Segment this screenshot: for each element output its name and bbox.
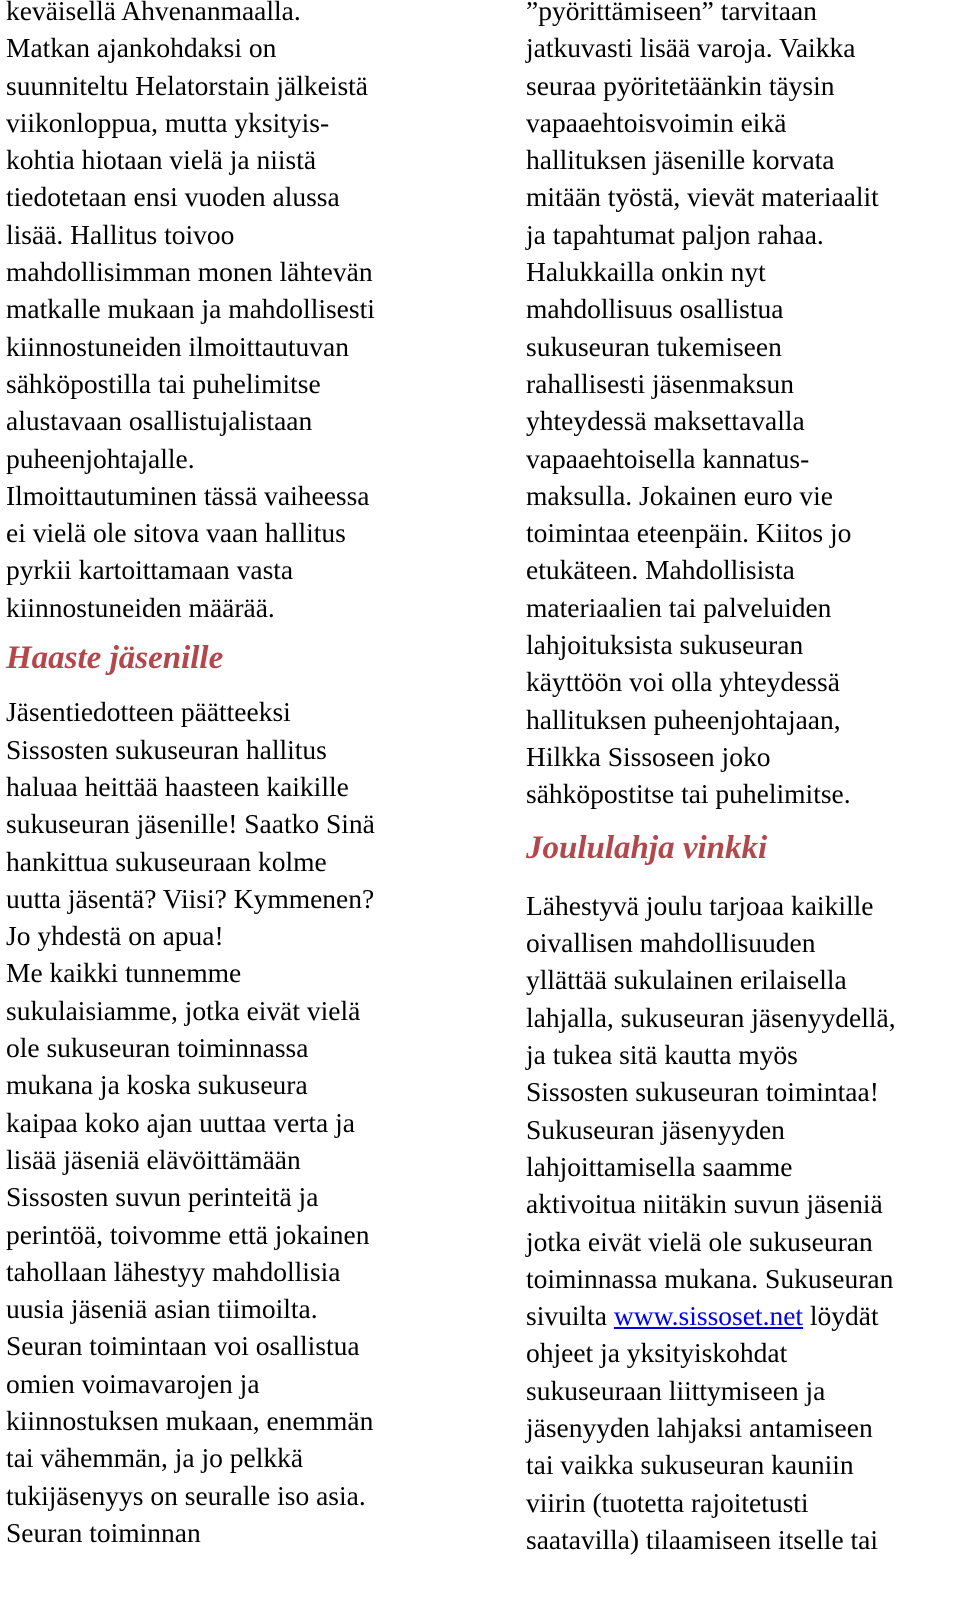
text-line: kiinnostuneiden ilmoittautuvan xyxy=(6,330,349,362)
text-line: lisää jäseniä elävöittämään xyxy=(6,1143,301,1175)
text-line: käyttöön voi olla yhteydessä xyxy=(526,666,840,698)
right-paragraph-funding xyxy=(526,0,960,813)
spacer xyxy=(6,677,476,693)
text-line: hankittua sukuseuraan kolme xyxy=(6,845,327,877)
heading-joululahja-vinkki: Joululahja vinkki xyxy=(526,829,768,866)
text-line: lisää. Hallitus toivoo xyxy=(6,218,235,250)
left-paragraph-trip xyxy=(6,0,476,626)
text-line: etukäteen. Mahdollisista xyxy=(526,554,795,586)
text-line: yllättää sukulainen erilaisella xyxy=(526,964,847,996)
text-line: Jo yhdestä on apua! xyxy=(6,920,224,952)
right-paragraph-gift-continued xyxy=(526,1334,960,1558)
text-line: Me kaikki tunnemme xyxy=(6,957,242,989)
spacer xyxy=(526,867,960,887)
text-line: suunniteltu Helatorstain jälkeistä xyxy=(6,69,368,101)
spacer xyxy=(6,626,476,640)
text-line: viirin (tuotetta rajoitetusti xyxy=(526,1486,809,1518)
text-line: ja tukea sitä kautta myös xyxy=(526,1039,798,1071)
text-line: kiinnostuksen mukaan, enemmän xyxy=(6,1404,374,1436)
text-line: kaipaa koko ajan uuttaa verta ja xyxy=(6,1106,355,1138)
text-line: Halukkailla onkin nyt xyxy=(526,256,766,288)
text-line: omien voimavarojen ja xyxy=(6,1367,260,1399)
text-line: mahdollisimman monen lähtevän xyxy=(6,256,373,288)
sissoset-website-link[interactable]: www.sissoset.net xyxy=(613,1300,804,1332)
text-line: Hilkka Sissoseen joko xyxy=(526,740,771,772)
text-line: uutta jäsentä? Viisi? Kymmenen? xyxy=(6,882,375,914)
text-line: lahjoituksista sukuseuran xyxy=(526,629,804,661)
text-line: toiminnassa mukana. Sukuseuran xyxy=(526,1262,894,1294)
text-line: Lähestyvä joulu tarjoaa kaikille xyxy=(526,889,874,921)
text-line: vapaaehtoisvoimin eikä xyxy=(526,106,787,138)
text-line: mahdollisuus osallistua xyxy=(526,293,784,325)
spacer xyxy=(526,813,960,830)
left-column xyxy=(6,0,476,1551)
text-line: seuraa pyöritetäänkin täysin xyxy=(526,69,835,101)
text-line: tukijäsenyys on seuralle iso asia. xyxy=(6,1479,366,1511)
text-line: matkalle mukaan ja mahdollisesti xyxy=(6,293,375,325)
text-line: rahallisesti jäsenmaksun xyxy=(526,367,795,399)
heading-haaste-jasenille: Haaste jäsenille xyxy=(6,640,224,677)
text-line: puheenjohtajalle. xyxy=(6,442,195,474)
link-line xyxy=(526,1297,960,1334)
text-line: Ilmoittautuminen tässä vaiheessa xyxy=(6,479,370,511)
text-line: Seuran toiminnan xyxy=(6,1516,201,1548)
text-line: mitään työstä, vievät materiaalit xyxy=(526,181,879,213)
text-line: saatavilla) tilaamiseen itselle tai xyxy=(526,1523,879,1555)
text-line: hallituksen jäsenille korvata xyxy=(526,144,835,176)
text-line: keväisellä Ahvenanmaalla. xyxy=(6,0,301,26)
text-line: ole sukuseuran toiminnassa xyxy=(6,1032,309,1064)
text-line: ”pyörittämiseen” tarvitaan xyxy=(526,0,817,26)
text-line: perintöä, toivomme että jokainen xyxy=(6,1218,370,1250)
text-line: Sissosten sukuseuran hallitus xyxy=(6,733,327,765)
text-line: Sukuseuran jäsenyyden xyxy=(526,1113,785,1145)
link-line-prefix: sivuilta xyxy=(526,1300,614,1332)
text-line: alustavaan osallistujalistaan xyxy=(6,405,313,437)
text-line: mukana ja koska sukuseura xyxy=(6,1069,308,1101)
text-line: hallituksen puheenjohtajaan, xyxy=(526,703,841,735)
text-line: ja tapahtumat paljon rahaa. xyxy=(526,218,824,250)
text-line: tai vaikka sukuseuran kauniin xyxy=(526,1449,854,1481)
text-line: lahjoittamisella saamme xyxy=(526,1150,793,1182)
text-line: yhteydessä maksettavalla xyxy=(526,405,805,437)
text-line: jotka eivät vielä ole sukuseuran xyxy=(526,1225,873,1257)
text-line: Matkan ajankohdaksi on xyxy=(6,32,277,64)
link-line-suffix: löydät xyxy=(803,1300,879,1332)
text-line: sukuseuraan liittymiseen ja xyxy=(526,1374,826,1406)
text-line: jatkuvasti lisää varoja. Vaikka xyxy=(526,32,856,64)
left-paragraph-challenge xyxy=(6,693,476,1551)
text-line: maksulla. Jokainen euro vie xyxy=(526,479,833,511)
text-line: Jäsentiedotteen päätteeksi xyxy=(6,696,291,728)
text-line: lahjalla, sukuseuran jäsenyydellä, xyxy=(526,1001,896,1033)
text-line: pyrkii kartoittamaan vasta xyxy=(6,554,294,586)
text-line: toimintaa eteenpäin. Kiitos jo xyxy=(526,517,852,549)
text-line: Seuran toimintaan voi osallistua xyxy=(6,1330,360,1362)
text-line: uusia jäseniä asian tiimoilta. xyxy=(6,1293,318,1325)
text-line: aktivoitua niitäkin suvun jäseniä xyxy=(526,1188,883,1220)
text-line: tahollaan lähestyy mahdollisia xyxy=(6,1255,341,1287)
text-line: sähköpostilla tai puhelimitse xyxy=(6,367,321,399)
text-line: sukuseuran tukemiseen xyxy=(526,330,782,362)
text-line: ei vielä ole sitova vaan hallitus xyxy=(6,517,346,549)
text-line: vapaaehtoisella kannatus- xyxy=(526,442,810,474)
text-line: tai vähemmän, ja jo pelkkä xyxy=(6,1442,304,1474)
text-line: materiaalien tai palveluiden xyxy=(526,591,832,623)
text-line: tiedotetaan ensi vuoden alussa xyxy=(6,181,340,213)
text-line: Sissosten suvun perinteitä ja xyxy=(6,1181,319,1213)
text-line: Sissosten sukuseuran toimintaa! xyxy=(526,1076,879,1108)
text-line: jäsenyyden lahjaksi antamiseen xyxy=(526,1411,873,1443)
text-line: sukulaisiamme, jotka eivät vielä xyxy=(6,994,361,1026)
text-line: ohjeet ja yksityiskohdat xyxy=(526,1337,788,1369)
text-line: kiinnostuneiden määrää. xyxy=(6,591,275,623)
right-paragraph-gift xyxy=(526,887,960,1297)
right-column xyxy=(526,0,960,1558)
text-line: haluaa heittää haasteen kaikille xyxy=(6,770,349,802)
text-line: viikonloppua, mutta yksityis- xyxy=(6,106,330,138)
text-line: oivallisen mahdollisuuden xyxy=(526,927,816,959)
text-line: sukuseuran jäsenille! Saatko Sinä xyxy=(6,808,375,840)
text-line: sähköpostitse tai puhelimitse. xyxy=(526,778,851,810)
text-line: kohtia hiotaan vielä ja niistä xyxy=(6,144,317,176)
